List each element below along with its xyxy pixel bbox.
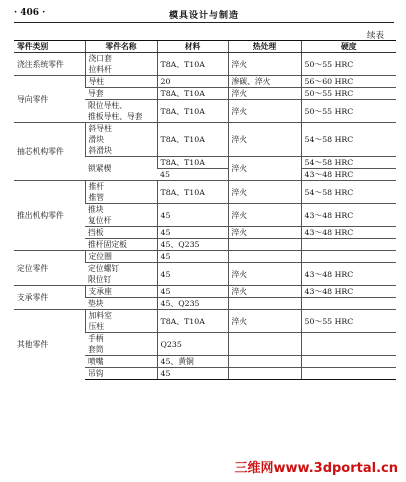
table-cell — [301, 204, 396, 227]
cell-line: T8A、T10A — [160, 158, 205, 167]
table-cell — [301, 181, 396, 204]
table-cell — [228, 286, 301, 298]
table-cell — [228, 368, 301, 380]
cell-line: 推杆 — [88, 182, 105, 191]
cell-line: 54～58 HRC — [304, 187, 354, 197]
cell-line: T8A、T10A — [160, 59, 205, 69]
table-cell — [228, 333, 301, 356]
cell-line: 45 — [160, 369, 171, 378]
table-cell — [228, 356, 301, 368]
cell-line: 50～55 HRC — [304, 59, 354, 69]
table-cell — [228, 53, 301, 76]
watermark-url: www.3dportal.cn — [273, 461, 398, 476]
table-cell — [157, 53, 228, 76]
table-row — [14, 76, 396, 88]
cell-line: 其他零件 — [17, 340, 49, 350]
table-cell — [157, 333, 228, 356]
cell-line: 54～58 HRC — [304, 158, 354, 167]
page-number: · 406 · — [14, 8, 46, 18]
table-cell — [301, 76, 396, 88]
cell-line: 45、黄铜 — [160, 357, 194, 366]
cell-line: 浇口套 — [88, 54, 112, 63]
cell-line: 导向零件 — [17, 94, 49, 104]
cell-line: 锁紧楔 — [88, 164, 112, 173]
cell-line: T8A、T10A — [160, 316, 205, 326]
cell-line: 套筒 — [88, 345, 104, 354]
cell-line: 推板导柱、导套 — [88, 112, 143, 121]
table-cell — [157, 298, 228, 310]
cell-line: 45、Q235 — [160, 240, 200, 249]
table-cell — [85, 239, 157, 251]
cell-line: 淬火 — [231, 59, 248, 69]
cell-line: 43～48 HRC — [304, 228, 354, 237]
cell-line: 45、Q235 — [160, 299, 200, 308]
table-cell — [14, 310, 85, 380]
cell-line: 导柱 — [88, 77, 105, 86]
cell-line: 45 — [160, 252, 171, 261]
table-cell — [157, 227, 228, 239]
cell-line: 20 — [160, 77, 171, 86]
cell-line: 复位杆 — [88, 216, 112, 225]
cell-line: 45 — [160, 287, 171, 296]
header-material: 材料 — [157, 41, 228, 53]
table-cell — [301, 53, 396, 76]
cell-line: 吊钩 — [88, 369, 104, 378]
table-cell — [14, 53, 85, 76]
cell-line: T8A、T10A — [160, 89, 205, 98]
cell-line: 淬火 — [231, 187, 248, 197]
cell-line: 拉料杆 — [88, 65, 112, 74]
cell-line: 淬火 — [231, 210, 248, 220]
cell-line: 43～48 HRC — [304, 170, 354, 179]
table-cell — [301, 263, 396, 286]
table-cell — [14, 286, 85, 310]
table-cell — [301, 169, 396, 181]
table-cell — [228, 227, 301, 239]
table-cell — [85, 263, 157, 286]
cell-line: 淬火 — [231, 164, 248, 173]
page-header — [14, 8, 394, 23]
table-header-row — [14, 41, 396, 53]
cell-line — [305, 251, 394, 262]
table-cell — [301, 227, 396, 239]
table-row — [14, 310, 396, 333]
table-cell — [85, 298, 157, 310]
cell-line: 喷嘴 — [88, 357, 104, 366]
table-cell — [301, 298, 396, 310]
table-cell — [301, 239, 396, 251]
table-cell — [85, 76, 157, 88]
header-category: 零件类别 — [14, 41, 85, 53]
table-row — [14, 286, 396, 298]
cell-line: 支承座 — [88, 287, 112, 296]
table-cell — [157, 310, 228, 333]
table-row — [14, 53, 396, 76]
table-row — [14, 251, 396, 263]
cell-line: 导套 — [88, 89, 104, 98]
table-cell — [85, 333, 157, 356]
table-cell — [85, 157, 157, 181]
cell-line: 定位圈 — [88, 252, 112, 261]
cell-line: 推杆固定板 — [88, 240, 127, 249]
table-cell — [157, 286, 228, 298]
cell-line: 45 — [160, 228, 171, 237]
table-cell — [228, 251, 301, 263]
continued-label: 续表 — [366, 31, 384, 41]
cell-line: 45 — [160, 210, 171, 220]
table-row — [14, 181, 396, 204]
table-cell — [301, 100, 396, 123]
table-cell — [14, 251, 85, 286]
cell-line — [232, 339, 298, 350]
cell-line: 抽芯机构零件 — [17, 147, 64, 156]
table-cell — [228, 76, 301, 88]
cell-line: 43～48 HRC — [304, 269, 354, 279]
table-cell — [157, 88, 228, 100]
cell-line: T8A、T10A — [160, 187, 205, 197]
table-cell — [228, 157, 301, 181]
cell-line: 淬火 — [231, 269, 248, 279]
cell-line: 滑块 — [88, 135, 105, 144]
table-cell — [157, 239, 228, 251]
table-cell — [85, 181, 157, 204]
cell-line: 54～58 HRC — [304, 135, 354, 144]
material-table — [14, 40, 396, 380]
table-cell — [301, 356, 396, 368]
cell-line: 定位零件 — [17, 263, 49, 273]
cell-line: 淬火 — [231, 135, 248, 144]
table-cell — [157, 76, 228, 88]
cell-line: 淬火 — [231, 228, 248, 237]
table-cell — [301, 123, 396, 157]
cell-line: 淬火 — [231, 106, 248, 116]
cell-line: 淬火 — [231, 287, 248, 296]
cell-line: 定位螺钉 — [88, 264, 120, 273]
table-cell — [85, 100, 157, 123]
table-cell — [228, 181, 301, 204]
table-cell — [14, 76, 85, 123]
cell-line: 50～55 HRC — [304, 89, 354, 98]
cell-line: 加料室 — [88, 311, 112, 320]
cell-line: 50～55 HRC — [304, 106, 354, 116]
table-cell — [85, 286, 157, 298]
cell-line — [232, 251, 298, 262]
table-cell — [301, 286, 396, 298]
cell-line: 斜导柱 — [88, 124, 112, 133]
cell-line: 浇注系统零件 — [17, 59, 64, 69]
cell-line — [305, 356, 394, 367]
table-cell — [85, 310, 157, 333]
table-cell — [157, 204, 228, 227]
table-row — [14, 123, 396, 157]
cell-line — [232, 239, 298, 250]
table-cell — [85, 123, 157, 157]
cell-line: 挡板 — [88, 228, 104, 237]
table-cell — [85, 368, 157, 380]
cell-line: 淬火 — [231, 89, 248, 98]
table-cell — [157, 181, 228, 204]
cell-line: 45 — [160, 269, 171, 279]
table-cell — [228, 263, 301, 286]
cell-line: 渗碳、淬火 — [231, 77, 271, 86]
table-cell — [157, 169, 228, 181]
cell-line — [305, 368, 394, 379]
table-cell — [157, 368, 228, 380]
table-cell — [301, 88, 396, 100]
cell-line: 56～60 HRC — [304, 77, 354, 86]
table-cell — [85, 356, 157, 368]
cell-line: 淬火 — [231, 316, 248, 326]
table-cell — [157, 263, 228, 286]
table-cell — [301, 368, 396, 380]
table-cell — [157, 251, 228, 263]
table-cell — [228, 298, 301, 310]
table-cell — [228, 239, 301, 251]
header-hardness: 硬度 — [301, 41, 396, 53]
table-cell — [157, 157, 228, 169]
table-cell — [85, 227, 157, 239]
cell-line — [305, 339, 394, 350]
cell-line: 50～55 HRC — [304, 316, 354, 326]
cell-line: 45 — [160, 170, 170, 179]
cell-line: 推出机构零件 — [17, 211, 64, 220]
table-cell — [85, 53, 157, 76]
cell-line: 斜滑块 — [88, 146, 112, 155]
table-cell — [85, 204, 157, 227]
cell-line — [232, 298, 298, 309]
table-cell — [301, 333, 396, 356]
cell-line: 手柄 — [88, 334, 104, 343]
table-cell — [228, 310, 301, 333]
header-part-name: 零件名称 — [85, 41, 157, 53]
table-cell — [157, 123, 228, 157]
cell-line: 支承零件 — [17, 293, 49, 302]
table-cell — [14, 123, 85, 181]
table-cell — [157, 100, 228, 123]
table-cell — [14, 181, 85, 251]
cell-line: 推管 — [88, 193, 105, 202]
table-cell — [228, 204, 301, 227]
table-cell — [301, 310, 396, 333]
cell-line — [305, 298, 394, 309]
table-cell — [301, 251, 396, 263]
cell-line — [305, 239, 394, 250]
cell-line — [232, 356, 298, 367]
cell-line: 推块 — [88, 205, 104, 214]
cell-line: 43～48 HRC — [304, 287, 354, 296]
cell-line: 43～48 HRC — [304, 210, 354, 220]
cell-line: 压柱 — [88, 322, 105, 331]
table-cell — [228, 123, 301, 157]
cell-line: 限位钉 — [88, 275, 112, 284]
table-cell — [157, 356, 228, 368]
cell-line: T8A、T10A — [160, 135, 205, 144]
watermark-cn: 三维网 — [234, 461, 274, 476]
cell-line — [232, 368, 298, 379]
cell-line: T8A、T10A — [160, 106, 205, 116]
watermark — [233, 457, 401, 476]
book-title: 模具设计与制造 — [168, 11, 239, 21]
cell-line: 限位导柱、 — [88, 101, 127, 110]
table-cell — [85, 88, 157, 100]
table-cell — [228, 88, 301, 100]
cell-line: 垫块 — [88, 299, 104, 308]
table-cell — [228, 100, 301, 123]
table-cell — [301, 157, 396, 169]
table-cell — [85, 251, 157, 263]
cell-line: Q235 — [160, 339, 182, 349]
header-heat-treatment: 热处理 — [228, 41, 301, 53]
